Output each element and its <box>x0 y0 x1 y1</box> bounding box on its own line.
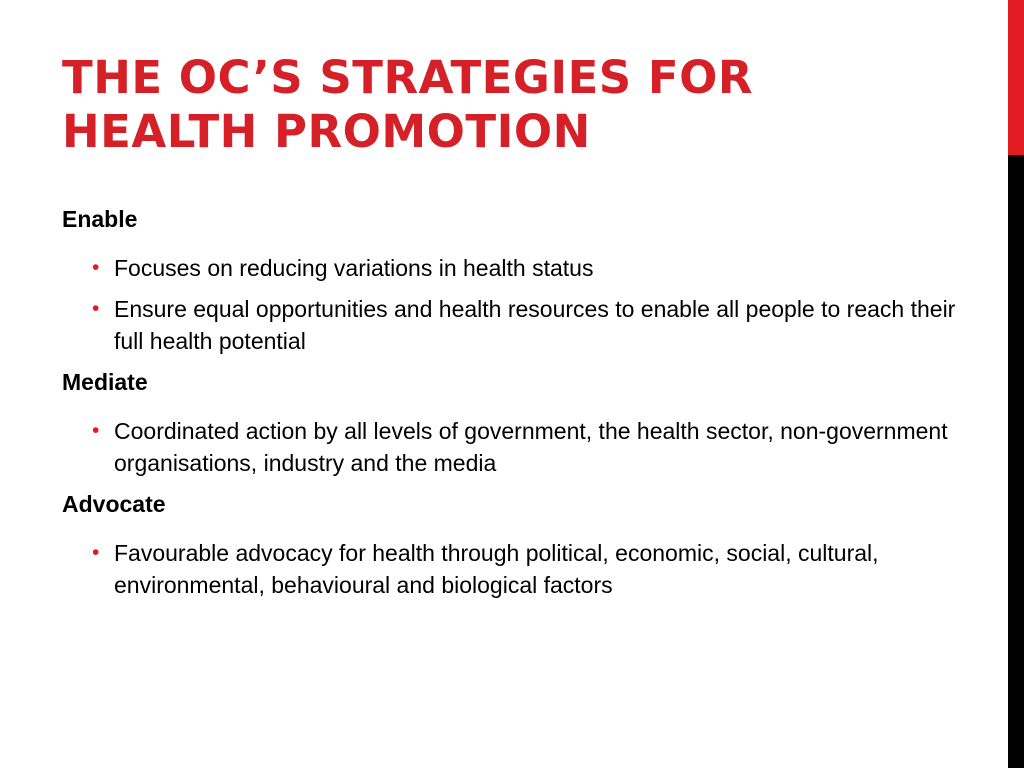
slide-title <box>62 51 982 159</box>
bullet-text: Ensure equal opportunities and health resources to enable all people to reach their full health potential <box>114 296 956 354</box>
bullet-item <box>62 537 962 601</box>
bullet-dot-icon: • <box>92 256 100 279</box>
bullet-list <box>62 415 962 479</box>
bullet-text: Coordinated action by all levels of government, the health sector, non-government organisations, industry and the media <box>114 418 948 476</box>
bullet-item <box>62 293 962 357</box>
section-heading: Advocate <box>62 491 166 517</box>
section-heading: Mediate <box>62 369 148 395</box>
section-mediate <box>62 366 962 479</box>
bullet-list <box>62 252 962 357</box>
bullet-dot-icon: • <box>92 297 100 320</box>
section-heading: Enable <box>62 206 138 232</box>
bullet-text: Favourable advocacy for health through political, economic, social, cultural, environmental, behavioural and biological factors <box>114 540 879 598</box>
accent-bar-black <box>1008 155 1024 768</box>
bullet-text: Focuses on reducing variations in health status <box>114 255 594 281</box>
bullet-item <box>62 252 962 284</box>
bullet-dot-icon: • <box>92 419 100 442</box>
section-advocate <box>62 488 962 601</box>
slide-title-line-2: HEALTH PROMOTION <box>62 105 591 158</box>
bullet-dot-icon: • <box>92 541 100 564</box>
section-enable <box>62 203 962 357</box>
slide-title-line-1: THE OC’S STRATEGIES FOR <box>62 51 754 104</box>
slide-body <box>62 203 962 610</box>
accent-bar-red <box>1008 0 1024 155</box>
bullet-item <box>62 415 962 479</box>
bullet-list <box>62 537 962 601</box>
